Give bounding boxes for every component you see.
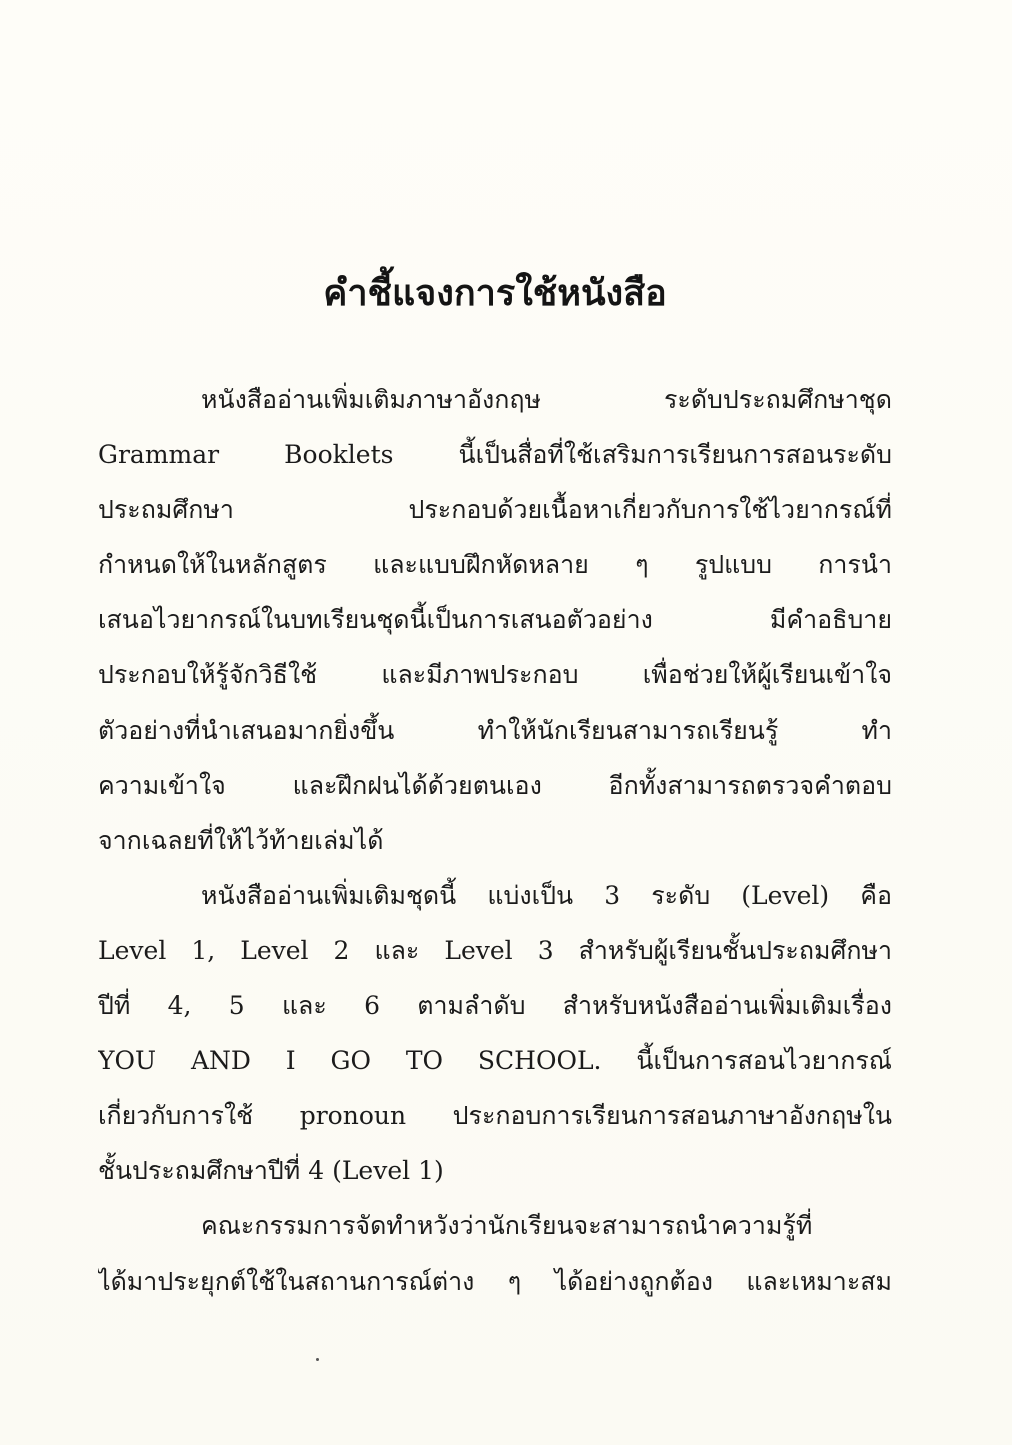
paragraph-line: Grammar Booklets นี้เป็นสื่อที่ใช้เสริมการเรียนการสอนระดับ bbox=[98, 440, 892, 470]
paragraph-line: ประกอบให้รู้จักวิธีใช้ และมีภาพประกอบ เพื่อช่วยให้ผู้เรียนเข้าใจ bbox=[98, 660, 892, 690]
paragraph-line: เกี่ยวกับการใช้ pronoun ประกอบการเรียนการสอนภาษาอังกฤษใน bbox=[98, 1101, 892, 1131]
paragraph-line: คณะกรรมการจัดทำหวังว่านักเรียนจะสามารถนำความรู้ที่ bbox=[201, 1211, 813, 1241]
paragraph-line: ปีที่ 4, 5 และ 6 ตามลำดับ สำหรับหนังสืออ่านเพิ่มเติมเรื่อง bbox=[98, 991, 892, 1021]
page-content bbox=[98, 262, 892, 1309]
paragraph-line: จากเฉลยที่ให้ไว้ท้ายเล่มได้ bbox=[98, 825, 384, 855]
paragraph-line: YOU AND I GO TO SCHOOL. นี้เป็นการสอนไวยากรณ์ bbox=[98, 1046, 892, 1076]
paragraph-line: ได้มาประยุกต์ใช้ในสถานการณ์ต่าง ๆ ได้อย่างถูกต้อง และเหมาะสม bbox=[98, 1266, 892, 1296]
paragraph-line: กำหนดให้ในหลักสูตร และแบบฝึกหัดหลาย ๆ รูปแบบ การนำ bbox=[98, 550, 892, 580]
page-mark bbox=[316, 1358, 319, 1361]
paragraph-line: ความเข้าใจ และฝึกฝนได้ด้วยตนเอง อีกทั้งสามารถตรวจคำตอบ bbox=[98, 770, 892, 800]
paragraph-line: ตัวอย่างที่นำเสนอมากยิ่งขึ้น ทำให้นักเรียนสามารถเรียนรู้ ทำ bbox=[98, 715, 892, 745]
paragraph-line: ชั้นประถมศึกษาปีที่ 4 (Level 1) bbox=[98, 1156, 444, 1186]
paragraph-line: หนังสืออ่านเพิ่มเติมภาษาอังกฤษ ระดับประถมศึกษาชุด bbox=[201, 385, 892, 414]
paragraph-line: เสนอไวยากรณ์ในบทเรียนชุดนี้เป็นการเสนอตัวอย่าง มีคำอธิบาย bbox=[98, 605, 892, 635]
body-text bbox=[98, 372, 892, 1309]
paragraph-line: ประถมศึกษา ประกอบด้วยเนื้อหาเกี่ยวกับการใช้ไวยากรณ์ที่ bbox=[98, 495, 892, 525]
paragraph-line: Level 1, Level 2 และ Level 3 สำหรับผู้เรียนชั้นประถมศึกษา bbox=[98, 935, 892, 965]
page-title: คำชี้แจงการใช้หนังสือ bbox=[323, 273, 667, 314]
paragraph-line: หนังสืออ่านเพิ่มเติมชุดนี้ แบ่งเป็น 3 ระดับ (Level) คือ bbox=[201, 880, 892, 910]
